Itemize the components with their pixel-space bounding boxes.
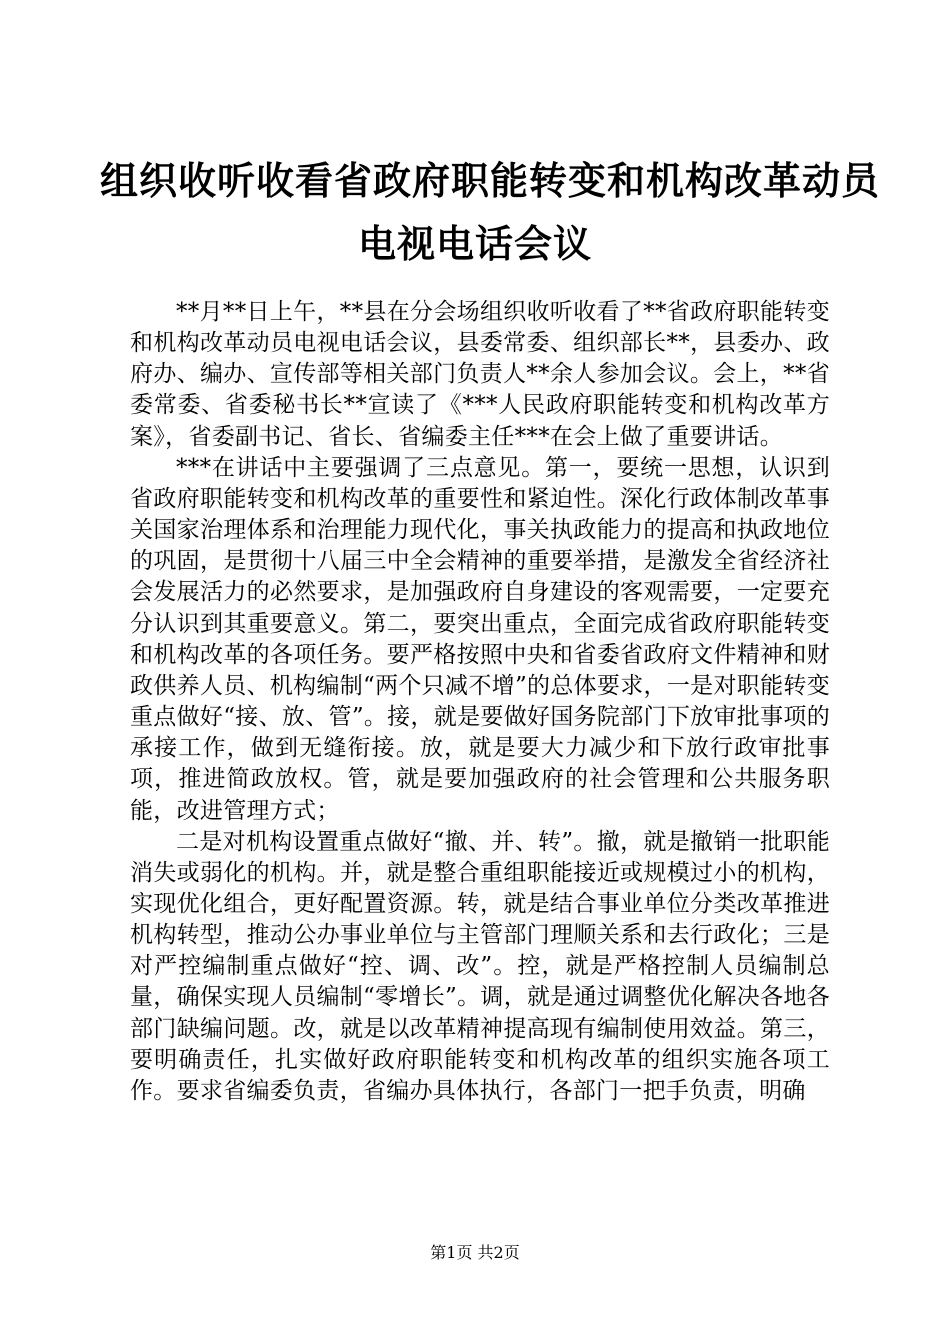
body-paragraph-2: ***在讲话中主要强调了三点意见。第一，要统一思想，认识到省政府职能转变和机构改革的重要性和紧迫性。深化行政体制改革事关国家治理体系和治理能力现代化，事关执政能力的提高和执政地位的巩固，是贯彻十八届三中全会精神的重要举措，是激发全省经济社会发展活力的必然要求，是加强政府自身建设的客观需要，一定要充分认识到其重要意义。第二，要突出重点，全面完成省政府职能转变和机构改革的各项任务。要严格按照中央和省委省政府文件精神和财政供养人员、机构编制“两个只减不增”的总体要求，一是对职能转变重点做好“接、放、管”。接，就是要做好国务院部门下放审批事项的承接工作，做到无缝衔接。放，就是要大力减少和下放行政审批事项，推进简政放权。管，就是要加强政府的社会管理和公共服务职能，改进管理方式； <box>130 454 830 824</box>
document-title-line-1: 组织收听收看省政府职能转变和机构改革动员 <box>100 158 881 203</box>
body-paragraph-1: **月**日上午，**县在分会场组织收听收看了**省政府职能转变和机构改革动员电视电话会议，县委常委、组织部长**，县委办、政府办、编办、宣传部等相关部门负责人**余人参加会议。会上，**省委常委、省委秘书长**宣读了《***人民政府职能转变和机构改革方案》，省委副书记、省长、省编委主任***在会上做了重要讲话。 <box>130 299 830 450</box>
body-paragraph-3: 二是对机构设置重点做好“撤、并、转”。撤，就是撤销一批职能消失或弱化的机构。并，就是整合重组职能接近或规模过小的机构，实现优化组合，更好配置资源。转，就是结合事业单位分类改革推进机构转型，推动公办事业单位与主管部门理顺关系和去行政化；三是对严控编制重点做好“控、调、改”。控，就是严格控制人员编制总量，确保实现人员编制“零增长”。调，就是通过调整优化解决各地各部门缺编问题。改，就是以改革精神提高现有编制使用效益。第三，要明确责任，扎实做好政府职能转变和机构改革的组织实施各项工作。要求省编委负责，省编办具体执行，各部门一把手负责，明确 <box>130 828 830 1104</box>
document-title-line-2: 电视电话会议 <box>357 221 592 266</box>
page-number-footer: 第1页 共2页 <box>430 1243 520 1262</box>
document-body <box>130 297 830 1107</box>
